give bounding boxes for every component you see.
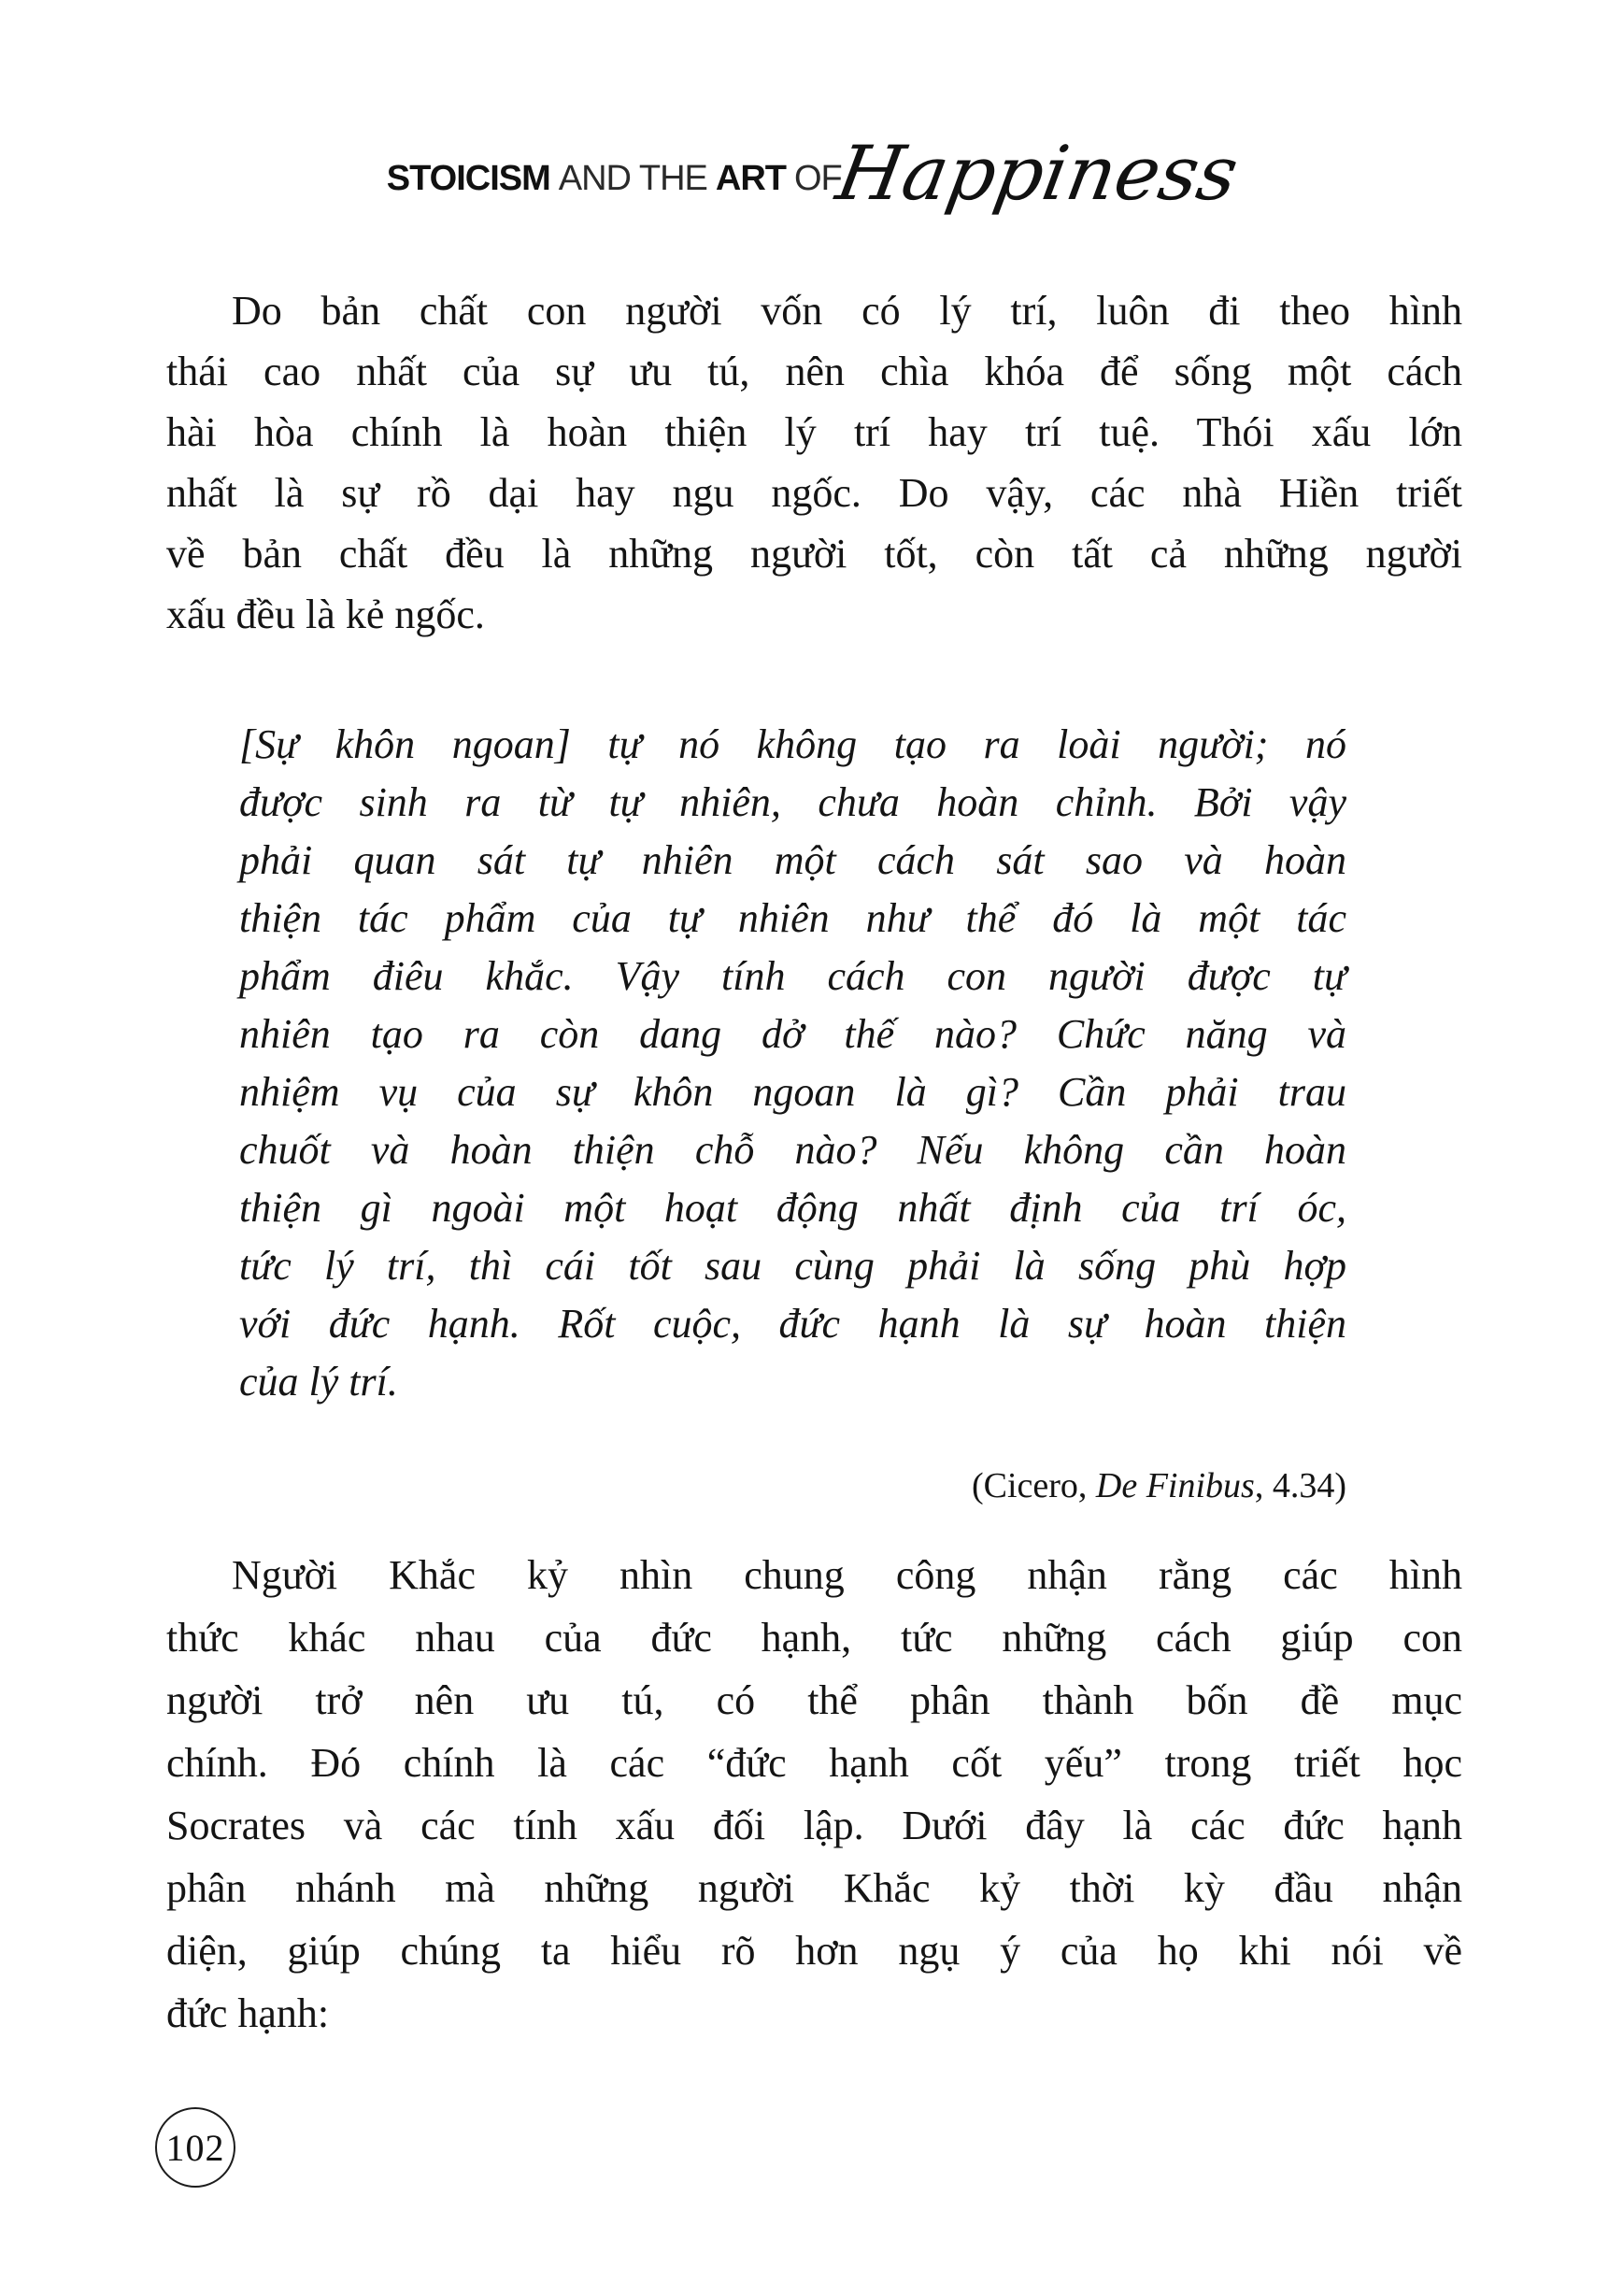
attribution-prefix: (Cicero,	[971, 1466, 1096, 1505]
quote-line: phẩm điêu khắc. Vậy tính cách con người được tự	[239, 953, 1346, 999]
text-line: hài hòa chính là hoàn thiện lý trí hay trí tuệ. Thói xấu lớn	[166, 409, 1462, 455]
text-line: Socrates và các tính xấu đối lập. Dưới đây là các đức hạnh	[166, 1803, 1462, 1848]
quote-line: thiện gì ngoài một hoạt động nhất định của trí óc,	[239, 1185, 1346, 1231]
text-line: phân nhánh mà những người Khắc kỷ thời kỳ đầu nhận	[166, 1865, 1462, 1911]
text-line: diện, giúp chúng ta hiểu rõ hơn ngụ ý của họ khi nói về	[166, 1928, 1462, 1974]
quote-line: chuốt và hoàn thiện chỗ nào? Nếu không cần hoàn	[239, 1127, 1346, 1173]
quote-line: nhiệm vụ của sự khôn ngoan là gì? Cần phải trau	[239, 1069, 1346, 1115]
quote-line: tức lý trí, thì cái tốt sau cùng phải là sống phù hợp	[239, 1243, 1346, 1289]
running-head-script-happiness: Happiness	[830, 130, 1245, 217]
text-line: Người Khắc kỷ nhìn chung công nhận rằng các hình	[232, 1552, 1462, 1598]
quote-line: với đức hạnh. Rốt cuộc, đức hạnh là sự hoàn thiện	[239, 1301, 1346, 1347]
text-line: thái cao nhất của sự ưu tú, nên chìa khóa để sống một cách	[166, 349, 1462, 394]
text-line: xấu đều là kẻ ngốc.	[166, 592, 485, 637]
text-line: chính. Đó chính là các “đức hạnh cốt yếu” trong triết học	[166, 1740, 1462, 1786]
attribution-work-title: De Finibus	[1095, 1466, 1255, 1505]
running-head	[0, 130, 1623, 217]
quote-line: [Sự khôn ngoan] tự nó không tạo ra loài người; nó	[239, 721, 1346, 767]
running-head-word-art: ART	[715, 159, 786, 198]
text-line: nhất là sự rồ dại hay ngu ngốc. Do vậy, các nhà Hiền triết	[166, 470, 1462, 516]
attribution-suffix: , 4.34)	[1254, 1466, 1346, 1505]
quote-line: nhiên tạo ra còn dang dở thế nào? Chức năng và	[239, 1011, 1346, 1057]
paragraph-1	[166, 280, 1462, 645]
text-line: thức khác nhau của đức hạnh, tức những cách giúp con	[166, 1615, 1462, 1661]
text-line: đức hạnh:	[166, 1990, 330, 2036]
quote-line: thiện tác phẩm của tự nhiên như thể đó là một tác	[239, 895, 1346, 941]
quote-line: phải quan sát tự nhiên một cách sát sao và hoàn	[239, 837, 1346, 883]
text-line: Do bản chất con người vốn có lý trí, luôn đi theo hình	[232, 288, 1462, 334]
block-quote	[239, 716, 1346, 1411]
quote-line: của lý trí.	[239, 1359, 398, 1405]
text-line: về bản chất đều là những người tốt, còn tất cả những người	[166, 531, 1462, 577]
quote-attribution	[239, 1465, 1346, 1506]
running-head-word-of: OF	[793, 159, 842, 198]
page-number-badge	[155, 2107, 235, 2188]
paragraph-2	[166, 1544, 1462, 2045]
page-number: 102	[165, 2126, 225, 2169]
text-line: người trở nên ưu tú, có thể phân thành bốn đề mục	[166, 1677, 1462, 1723]
quote-line: được sinh ra từ tự nhiên, chưa hoàn chỉnh. Bởi vậy	[239, 779, 1346, 825]
running-head-word-and-the: AND THE	[558, 159, 707, 198]
running-head-word-stoicism: STOICISM	[386, 159, 550, 198]
